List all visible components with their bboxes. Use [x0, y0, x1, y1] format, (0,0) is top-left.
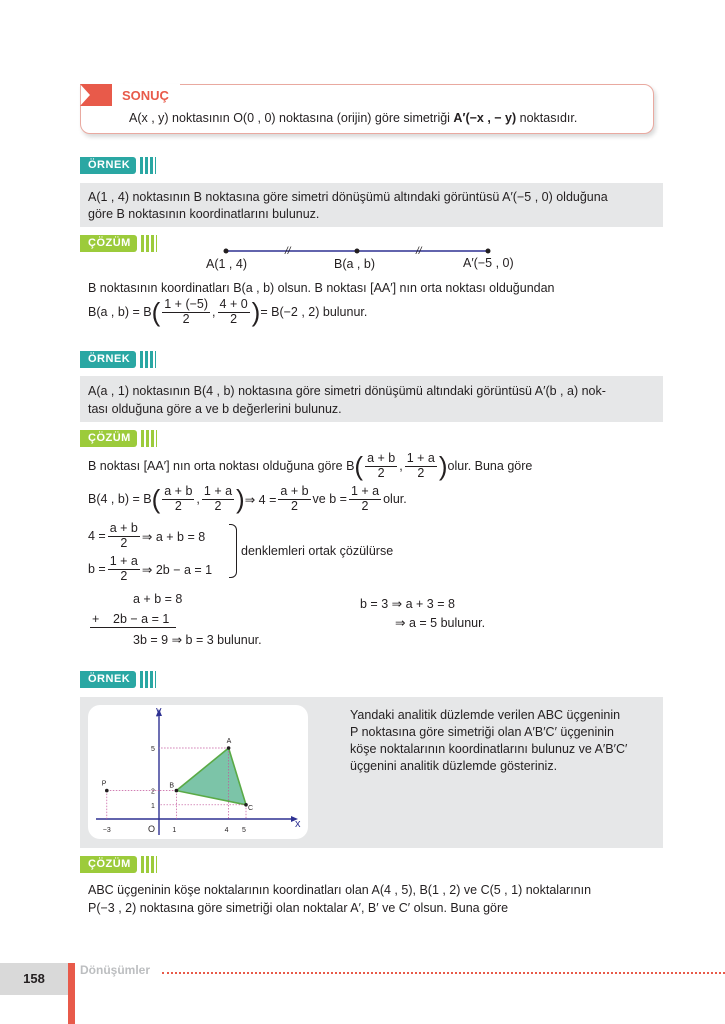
- example-3-line-3: köşe noktalarının koordinatlarını bulunuz ve A′B′C′: [350, 742, 628, 756]
- triangle-abc: [176, 748, 246, 805]
- x-tick-label: 5: [242, 827, 246, 834]
- point-b: [175, 789, 179, 793]
- example-1-line-1: A(1 , 4) noktasının B noktasına göre simetri dönüşümü altındaki görüntüsü A′(−5 , 0) olduğuna: [88, 190, 608, 204]
- system-note: denklemleri ortak çözülürse: [241, 544, 394, 558]
- point-label-a: A: [226, 738, 232, 745]
- solution-2-line-2: B(4 , b) = B ( $\frac{a + b}{2}$ , $\frac{1 + a}{2}$ ) ⇒ 4 = $\frac{a + b}{2}$ ve b = $\frac{1 + a}{2}$ olur.: [88, 484, 407, 515]
- x-axis-label: x: [295, 818, 301, 830]
- example-tag: ÖRNEK: [80, 351, 136, 368]
- y-tick-label: 2: [151, 788, 155, 796]
- example-1-line-2: göre B noktasının koordinatlarını bulunuz.: [88, 207, 320, 221]
- solution-1-equation: B(a , b) = B ( $\frac{1 + (-5)}{2}$ , $\frac{4 + 0}{2}$ ) = B(−2 , 2) bulunur.: [88, 297, 368, 328]
- solution-tag: ÇÖZÜM: [80, 430, 137, 447]
- point-a: [227, 746, 231, 750]
- solution-3-line-2: P(−3 , 2) noktasına göre simetriği olan noktalar A′, B′ ve C′ olsun. Buna göre: [88, 901, 509, 915]
- system-brace: [229, 524, 237, 578]
- tick-mark-2: //: [416, 246, 422, 257]
- y-tick-label: 1: [151, 802, 155, 810]
- addition-line: [90, 627, 176, 628]
- solution-1-line-1: B noktasının koordinatları B(a , b) olsun. B noktası [AA′] nın orta noktası olduğundan: [88, 281, 555, 295]
- example-2-line-2: tası olduğuna göre a ve b değerlerini bulunuz.: [88, 402, 342, 416]
- substitution-1: b = 3 ⇒ a + 3 = 8: [360, 597, 455, 611]
- substitution-2: ⇒ a = 5 bulunur.: [395, 616, 486, 630]
- footer-accent-bar: [68, 963, 75, 1024]
- origin-label: O: [148, 824, 156, 834]
- y-tick-label: 5: [151, 746, 155, 753]
- conclusion-text: A(x , y) noktasının O(0 , 0) noktasına (orijin) göre simetriği A′(−x , − y) noktasıdır.: [129, 111, 578, 125]
- label-a-prime: A′(−5 , 0): [463, 256, 514, 270]
- solution-2-line-1: B noktası [AA′] nın orta noktası olduğuna göre B ( $\frac{a + b}{2}$ , $\frac{1 + a}{2}$ ) olur. Buna göre: [88, 451, 533, 482]
- label-a: A(1 , 4): [206, 257, 247, 271]
- solution-tag: ÇÖZÜM: [80, 235, 137, 252]
- footer-dotted-rule: [162, 972, 725, 974]
- addition-row-1: a + b = 8: [133, 592, 183, 606]
- point-label-c: C: [248, 804, 254, 812]
- x-tick-label: 4: [224, 827, 229, 834]
- example-3-line-4: üçgenini analitik düzlemde gösteriniz.: [350, 759, 558, 773]
- addition-sign: +: [92, 612, 100, 626]
- page-number: 158: [0, 963, 68, 995]
- point-label-p: P: [101, 780, 107, 788]
- point-b: [355, 249, 360, 254]
- point-p: [105, 789, 109, 793]
- example-2-line-1: A(a , 1) noktasının B(4 , b) noktasına göre simetri dönüşümü altındaki görüntüsü A′(b , a) nok-: [88, 384, 606, 398]
- conclusion-label: SONUÇ: [122, 88, 169, 103]
- coordinate-plane: [88, 705, 308, 839]
- example-3-line-1: Yandaki analitik düzlemde verilen ABC üçgeninin: [350, 708, 621, 722]
- solution-tag: ÇÖZÜM: [80, 856, 137, 873]
- x-tick-label: −3: [102, 827, 111, 834]
- point-label-b: B: [169, 782, 175, 790]
- y-axis-label: y: [156, 705, 162, 717]
- addition-result: 3b = 9 ⇒ b = 3 bulunur.: [133, 633, 262, 647]
- x-tick-label: 1: [172, 827, 177, 834]
- system-eq-2: b = $\frac{1 + a}{2}$ ⇒ 2b − a = 1: [88, 554, 213, 583]
- label-b: B(a , b): [334, 257, 375, 271]
- addition-row-2: 2b − a = 1: [113, 612, 170, 626]
- point-a: [224, 249, 229, 254]
- example-tag: ÖRNEK: [80, 671, 136, 688]
- solution-3-line-1: ABC üçgeninin köşe noktalarının koordinatları olan A(4 , 5), B(1 , 2) ve C(5 , 1) noktalarının: [88, 883, 592, 897]
- system-eq-1: 4 = $\frac{a + b}{2}$ ⇒ a + b = 8: [88, 521, 206, 550]
- chapter-title: Dönüşümler: [80, 963, 151, 977]
- example-3-line-2: P noktasına göre simetriği olan A′B′C′ üçgeninin: [350, 725, 614, 739]
- point-a-prime: [486, 249, 491, 254]
- example-tag: ÖRNEK: [80, 157, 136, 174]
- tick-mark-1: //: [285, 246, 291, 257]
